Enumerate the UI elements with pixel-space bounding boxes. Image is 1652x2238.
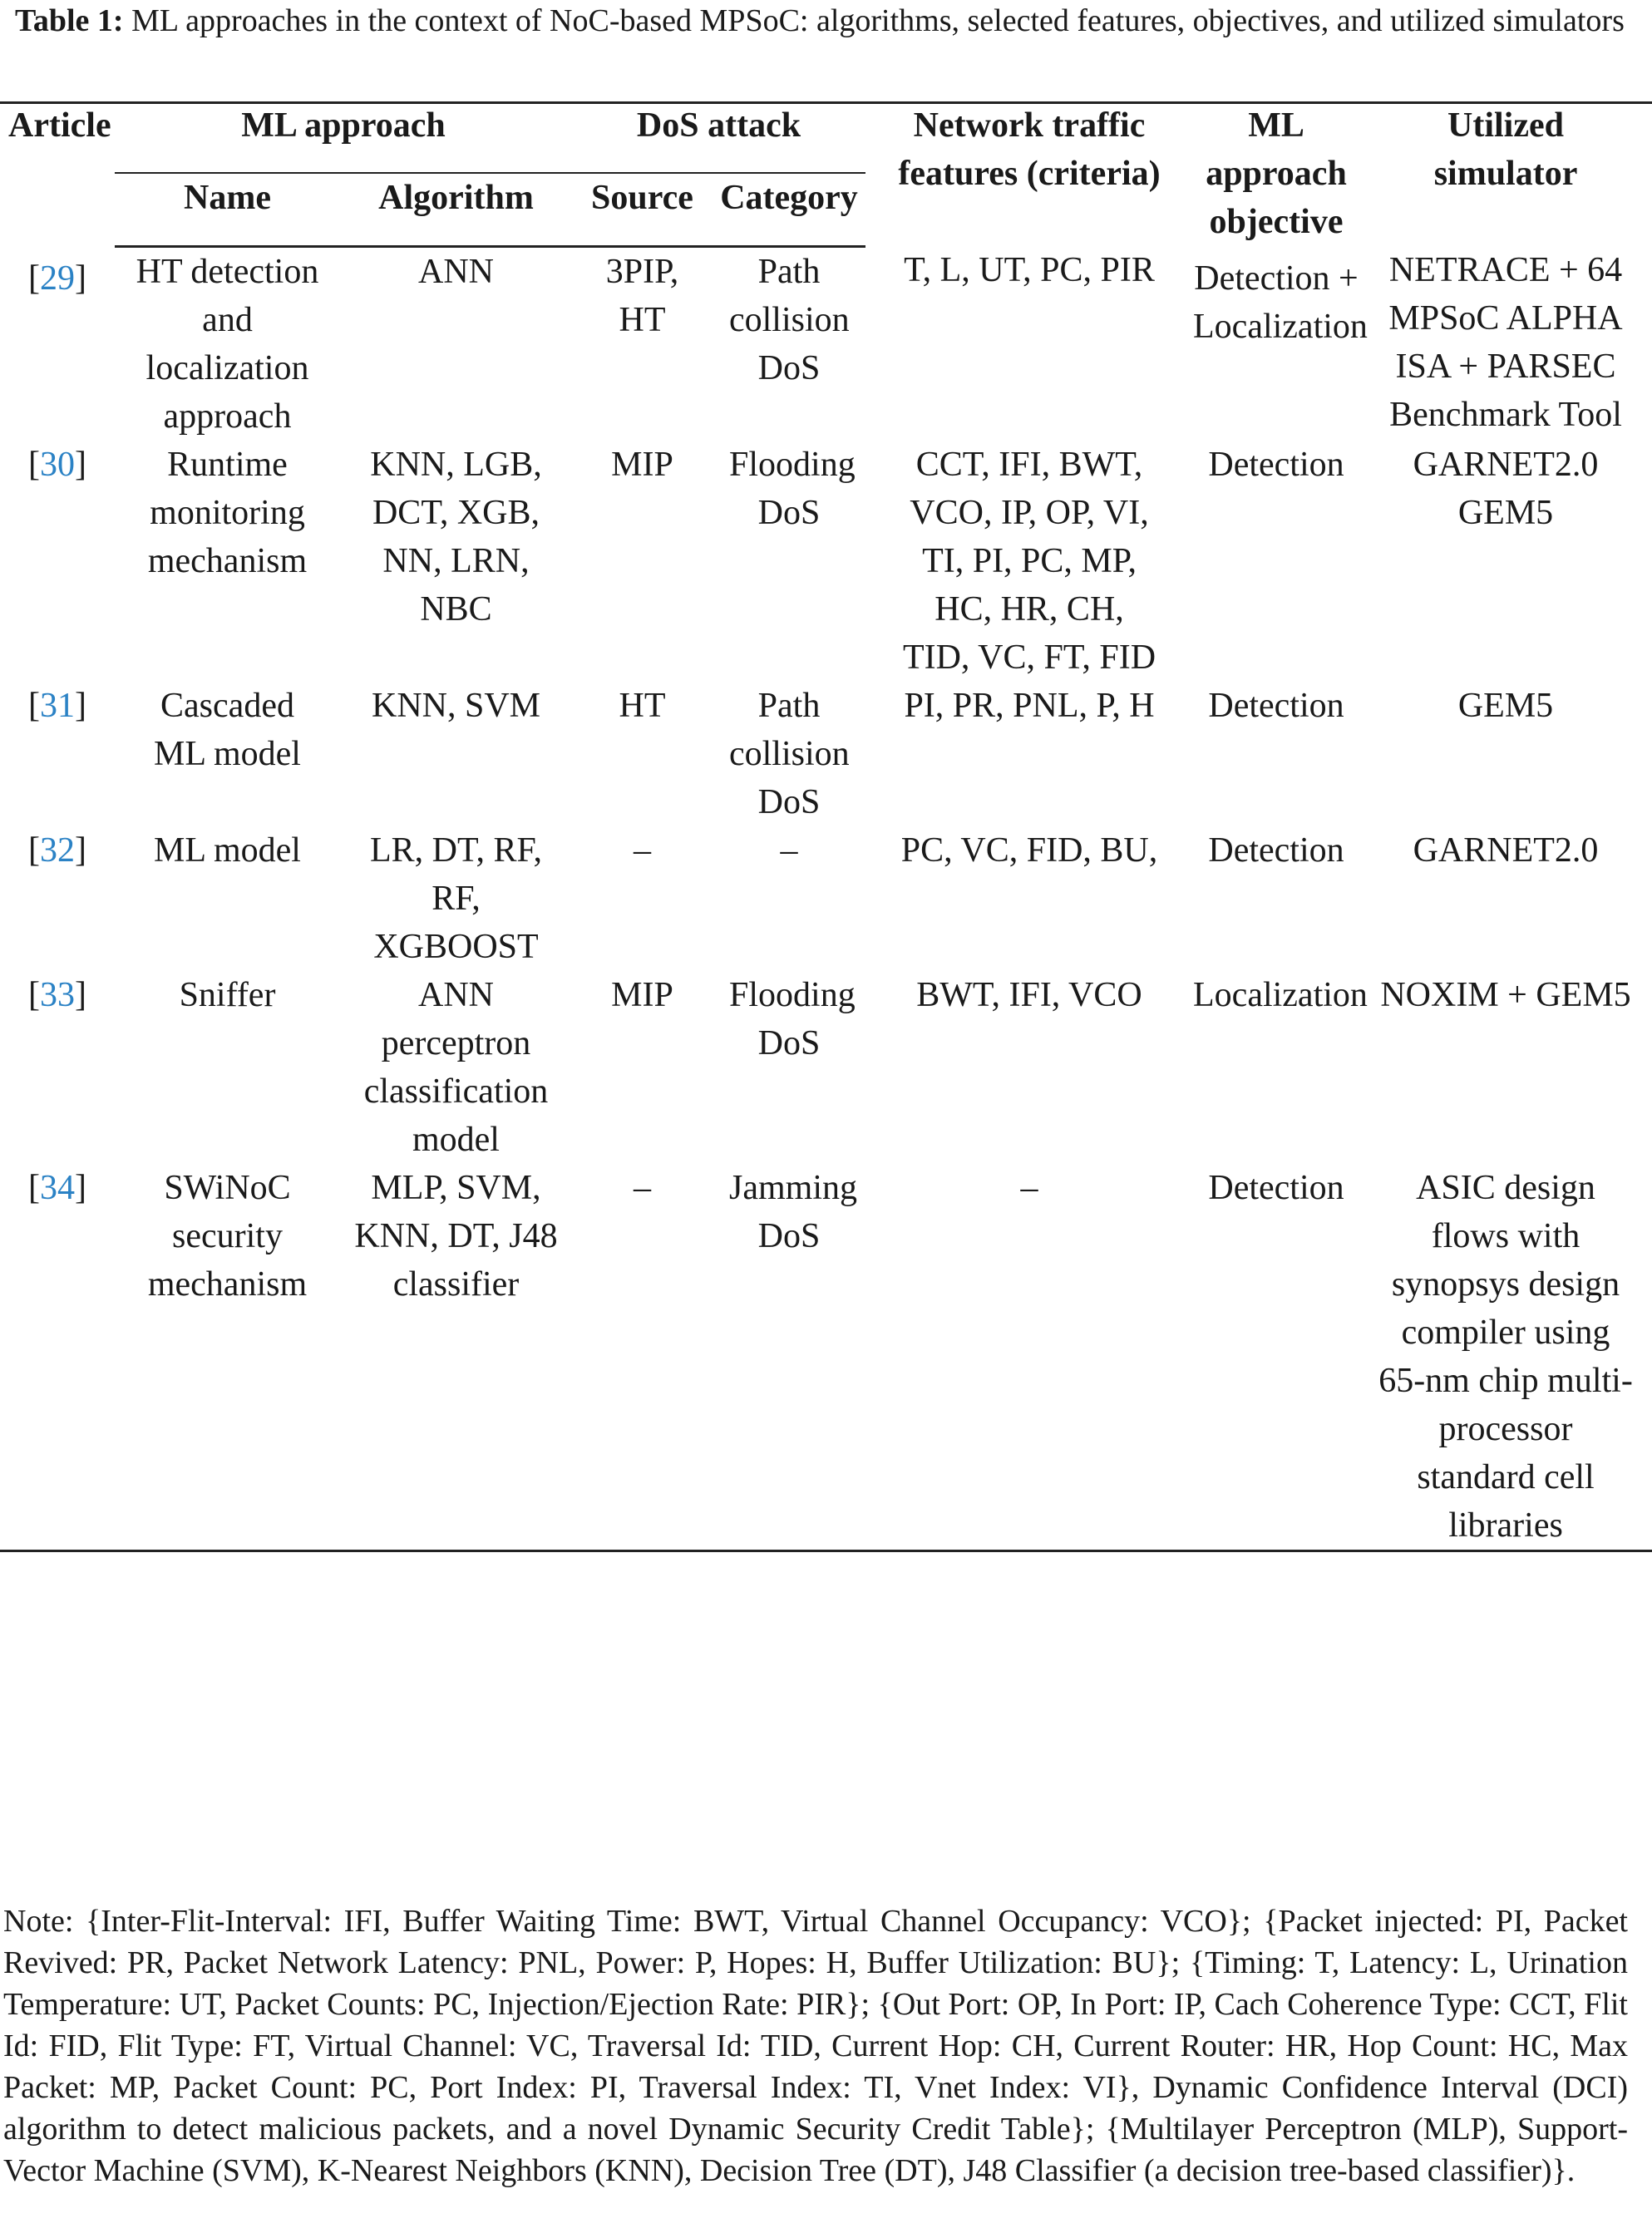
cell-features: BWT, IFI, VCO (916, 975, 1142, 1014)
cell-features: PI, PR, PNL, P, H (904, 686, 1155, 725)
cell-name: Sniffer (179, 975, 276, 1014)
cell-algorithm: KNN, SVM (371, 686, 541, 725)
cell-category: Jamming DoS (729, 1168, 857, 1255)
citation-link[interactable]: 30 (40, 445, 75, 484)
cell-algorithm: LR, DT, RF, RF, XGBOOST (369, 831, 543, 966)
cell-name: Runtime monitoring mechanism (147, 445, 308, 580)
header-simulator: Utilized simulator (1433, 106, 1578, 193)
table-row: [29] HT detection and localization approach ANN 3PIP, HT Path collision DoS T, L, UT, PC, PIR Detection + Localization NETRACE + 64 MPSoC ALPHA ISA + PARSEC Benchmark Tool (0, 246, 1652, 441)
cell-name: ML model (154, 831, 301, 870)
cell-name: HT detection and localization approach (136, 252, 319, 436)
citation-link[interactable]: 34 (40, 1168, 75, 1207)
cell-category: Flooding DoS (729, 975, 856, 1062)
cell-features: CCT, IFI, BWT, VCO, IP, OP, VI, TI, PI, PC, MP, HC, HR, CH, TID, VC, FT, FID (902, 445, 1156, 677)
header-source: Source (572, 173, 713, 246)
citation-link[interactable]: 33 (40, 975, 75, 1014)
cell-objective: Detection (1208, 831, 1344, 870)
header-algorithm: Algorithm (340, 173, 572, 246)
cell-algorithm: ANN (418, 252, 494, 291)
cell-source: HT (619, 686, 666, 725)
cell-objective: Detection (1208, 1168, 1344, 1207)
cell-algorithm: ANN perceptron classification model (363, 975, 549, 1159)
table-row: [31] Cascaded ML model KNN, SVM HT Path collision DoS PI, PR, PNL, P, H Detection GEM5 (0, 682, 1652, 826)
cell-simulator: NETRACE + 64 MPSoC ALPHA ISA + PARSEC Benchmark Tool (1388, 251, 1623, 434)
cell-category: Path collision DoS (729, 252, 850, 387)
cell-objective: Localization (1193, 975, 1368, 1014)
table-bottom-rule (0, 1550, 1652, 1552)
header-network-traffic: Network traffic features (criteria) (898, 106, 1161, 193)
header-article: Article (8, 106, 111, 145)
cell-source: 3PIP, HT (605, 252, 679, 339)
cell-objective: Detection + Localization (1193, 259, 1368, 346)
cell-simulator: GEM5 (1457, 686, 1554, 725)
cell-algorithm: MLP, SVM, KNN, DT, J48 classifier (354, 1168, 558, 1304)
table-row: [33] Sniffer ANN perceptron classification model MIP Flooding DoS BWT, IFI, VCO Localization NOXIM + GEM5 (0, 971, 1652, 1164)
citation-link[interactable]: 32 (40, 831, 75, 870)
cell-source: MIP (611, 445, 673, 484)
cell-category: – (780, 831, 798, 870)
cell-source: – (634, 831, 651, 870)
cell-features: T, L, UT, PC, PIR (904, 251, 1155, 289)
cell-name: Cascaded ML model (154, 686, 301, 773)
cell-category: Path collision DoS (729, 686, 850, 821)
table-note: Note: {Inter-Flit-Interval: IFI, Buffer Waiting Time: BWT, Virtual Channel Occupancy: VCO}; {Packet injected: PI, Packet Revived: PR, Packet Network Latency: PNL, Power: P, Hopes: H, Buffer Utilization: BU}; {Timing: T, Latency: L, Urination Temperature: UT, Packet Counts: PC, Injection/Ejection Rate: PIR}; {Out Port: OP, In Port: IP, Cach Coherence Type: CCT, Flit Id: FID, Flit Type: FT, Virtual Channel: VC, Traversal Id: TID, Current Hop: CH, Current Router: HR, Hop Count: HC, Max Packet: MP, Packet Count: PC, Port Index: PI, Traversal Index: TI, Vnet Index: VI}, Dynamic Confidence Interval (DCI) algorithm to detect malicious packets, and a novel Dynamic Security Credit Table}; {Multilayer Perceptron (MLP), Support-Vector Machine (SVM), K-Nearest Neighbors (KNN), Decision Tree (DT), J48 Classifier (a decision tree-based classifier)}. (3, 1904, 1628, 2188)
header-row-top (0, 101, 1652, 173)
cell-features: PC, VC, FID, BU, (900, 831, 1158, 870)
header-category: Category (713, 173, 865, 246)
cell-simulator: NOXIM + GEM5 (1380, 975, 1631, 1014)
header-objective: ML approach objective (1206, 106, 1347, 241)
citation-link[interactable]: 29 (40, 259, 75, 298)
header-name: Name (115, 173, 340, 246)
table-caption-text: ML approaches in the context of NoC-based MPSoC: algorithms, selected features, objectives, and utilized simulators (123, 3, 1625, 38)
cell-simulator: GARNET2.0 (1413, 831, 1599, 870)
table-row: [30] Runtime monitoring mechanism KNN, LGB, DCT, XGB, NN, LRN, NBC MIP Flooding DoS CCT, IFI, BWT, VCO, IP, OP, VI, TI, PI, PC, MP, HC, HR, CH, TID, VC, FT, FID Detection GARNET2.0 GEM5 (0, 441, 1652, 682)
cell-simulator: GARNET2.0 GEM5 (1413, 445, 1599, 532)
table-caption (15, 0, 1638, 42)
cell-source: MIP (611, 975, 673, 1014)
table-row: [34] SWiNoC security mechanism MLP, SVM, KNN, DT, J48 classifier – Jamming DoS – Detection ASIC design flows with synopsys design compiler using 65-nm chip multi-processor standard cell libraries (0, 1164, 1652, 1551)
ml-approaches-table (0, 101, 1652, 1552)
cell-name: SWiNoC security mechanism (147, 1168, 308, 1304)
cell-objective: Detection (1208, 686, 1344, 725)
cell-source: – (634, 1168, 651, 1207)
header-ml-approach: ML approach (115, 101, 572, 173)
table-caption-label: Table 1: (15, 3, 124, 38)
cell-category: Flooding DoS (729, 445, 856, 532)
header-dos-attack: DoS attack (572, 101, 865, 173)
cell-features: – (1020, 1168, 1038, 1207)
cell-algorithm: KNN, LGB, DCT, XGB, NN, LRN, NBC (370, 445, 542, 629)
cell-simulator: ASIC design flows with synopsys design compiler using 65-nm chip multi-processor standard cell libraries (1378, 1168, 1633, 1545)
table-row: [32] ML model LR, DT, RF, RF, XGBOOST – – PC, VC, FID, BU, Detection GARNET2.0 (0, 826, 1652, 971)
cell-objective: Detection (1208, 445, 1344, 484)
citation-link[interactable]: 31 (40, 686, 75, 725)
